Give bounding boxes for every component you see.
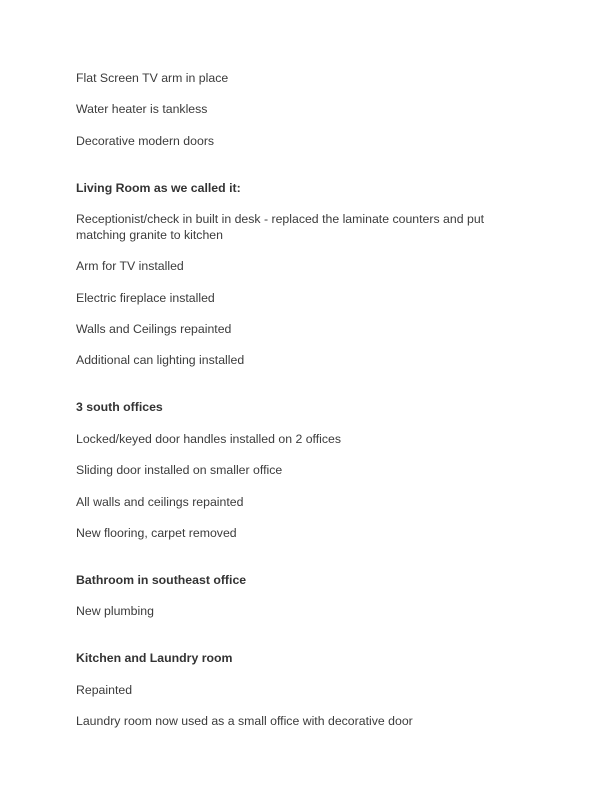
- section-heading-living-room: Living Room as we called it:: [76, 181, 241, 195]
- list-item: Repainted: [76, 683, 133, 697]
- section-heading-kitchen-laundry: Kitchen and Laundry room: [76, 651, 233, 665]
- list-item: Laundry room now used as a small office with decorative door: [76, 714, 413, 728]
- list-item: New flooring, carpet removed: [76, 526, 237, 540]
- list-item: New plumbing: [76, 604, 154, 618]
- list-item: Flat Screen TV arm in place: [76, 71, 229, 85]
- list-item: Decorative modern doors: [76, 134, 215, 148]
- list-item: Walls and Ceilings repainted: [76, 322, 232, 336]
- list-item: All walls and ceilings repainted: [76, 495, 244, 509]
- list-item: Electric fireplace installed: [76, 291, 215, 305]
- list-item: Sliding door installed on smaller office: [76, 463, 283, 477]
- section-heading-south-offices: 3 south offices: [76, 400, 163, 414]
- list-item: Water heater is tankless: [76, 102, 208, 116]
- list-item: Locked/keyed door handles installed on 2 offices: [76, 432, 342, 446]
- section-heading-bathroom: Bathroom in southeast office: [76, 573, 247, 587]
- list-item: Arm for TV installed: [76, 259, 184, 273]
- list-item: Receptionist/check in built in desk - replaced the laminate counters and put matching granite to kitchen: [76, 212, 485, 242]
- list-item: Additional can lighting installed: [76, 353, 245, 367]
